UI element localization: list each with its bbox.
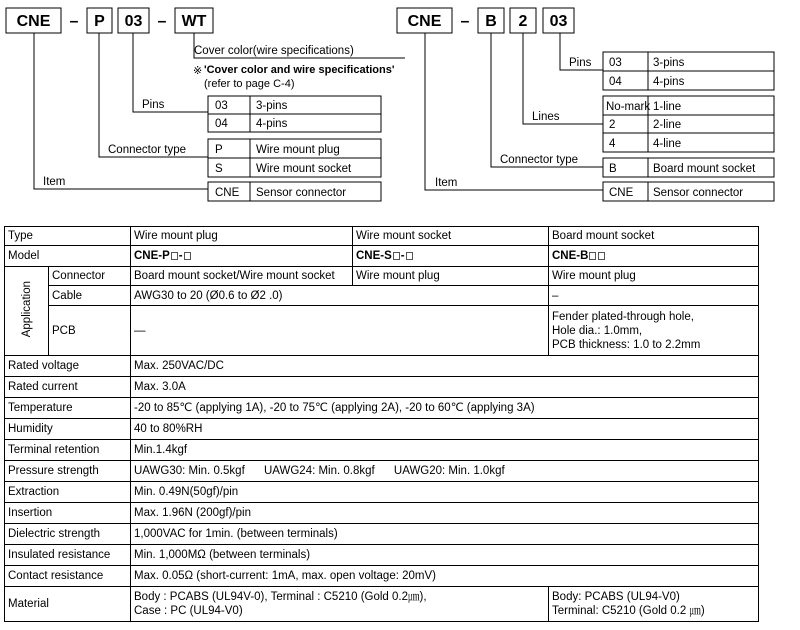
right-code-item: CNE [407,13,442,30]
spec-row [5,545,759,566]
cable-value: AWG30 to 20 (Ø0.6 to Ø2 .0) [131,286,549,306]
left-type-label: Connector type [108,144,186,156]
model-plug: CNE-P - [131,246,353,267]
right-lines-code-2: 2 [609,119,616,131]
left-pins-table [208,96,381,132]
cable-board-socket: – [549,286,759,306]
pcb-value: — [131,306,549,356]
left-code-cover: WT [181,13,207,30]
connector-plug: Board mount socket/Wire mount socket [131,267,353,286]
left-pins-code-2: 04 [215,118,228,130]
model-label: Model [5,246,131,267]
spec-value: Min. 0.49N(50gf)/pin [131,482,759,503]
pcb-board-socket [549,306,759,356]
right-type-label: Connector type [500,154,578,166]
connector-row [5,267,759,286]
spec-row [5,461,759,482]
left-type-desc-1: Wire mount plug [256,144,340,156]
connector-board-socket: Wire mount plug [549,267,759,286]
material-row [5,587,759,622]
spec-value: Min. 1,000MΩ (between terminals) [131,545,759,566]
material-board-line-2: Terminal: C5210 (Gold 0.2 ㎛) [552,605,705,617]
spec-label: Terminal retention [5,440,131,461]
left-code-pins: 03 [124,13,143,30]
spec-label: Pressure strength [5,461,131,482]
pcb-row [5,306,759,356]
spec-value: 1,000VAC for 1min. (between terminals) [131,524,759,545]
spec-label: Extraction [5,482,131,503]
connector-socket: Wire mount plug [353,267,549,286]
right-pins-desc-1: 3-pins [653,57,685,69]
application-label: Application [20,280,33,338]
pcb-line-3: PCB thickness: 1.0 to 2.2mm [552,338,701,351]
spec-value: 40 to 80%RH [131,419,759,440]
left-type-code-1: P [215,144,223,156]
material-label: Material [5,587,131,622]
left-item-desc: Sensor connector [256,187,347,199]
right-lines-label: Lines [532,111,560,123]
spec-value: Min.1.4kgf [131,440,759,461]
specification-table [4,226,759,622]
right-pins-code-1: 03 [609,57,622,69]
right-code-type: B [485,13,497,30]
right-pins-table [603,52,774,90]
ordering-code-diagram [0,0,800,206]
pcb-label: PCB [49,306,131,356]
right-item-desc: Sensor connector [653,187,744,199]
cable-label: Cable [49,286,131,306]
placeholder-square-icon [406,252,413,260]
placeholder-square-icon [589,252,596,260]
spec-label: Insertion [5,503,131,524]
right-item-label: Item [435,177,458,189]
type-row [5,227,759,246]
spec-row [5,398,759,419]
spec-label: Contact resistance [5,566,131,587]
left-type-desc-2: Wire mount socket [256,163,352,175]
placeholder-square-icon [184,252,191,260]
left-code-type: P [94,13,105,30]
right-code-lines: 2 [518,13,528,30]
spec-label: Temperature [5,398,131,419]
spec-label: Insulated resistance [5,545,131,566]
model-socket: CNE-S - [353,246,549,267]
model-row [5,246,759,267]
spec-row [5,482,759,503]
left-pins-code-1: 03 [215,100,228,112]
cable-row [5,286,759,306]
spec-row [5,356,759,377]
material-board-socket [549,587,759,622]
left-code-dash-2: – [157,13,167,30]
right-code-pins: 03 [549,13,568,30]
spec-value: -20 to 85℃ (applying 1A), -20 to 75℃ (applying 2A), -20 to 60℃ (applying 3A) [131,398,759,419]
spec-value: Max. 1.96N (200gf)/pin [131,503,759,524]
left-pins-desc-1: 3-pins [256,100,288,112]
model-board-socket: CNE-B [549,246,759,267]
cover-note-ref: (refer to page C-4) [204,78,295,90]
material-board-line-1: Body: PCABS (UL94-V0) [552,591,680,603]
left-type-code-2: S [215,163,223,175]
right-code-dash: – [460,13,470,30]
right-lines-desc-2: 2-line [653,119,682,131]
left-code-item: CNE [16,13,51,30]
placeholder-square-icon [171,252,178,260]
application-cell [5,267,49,356]
spec-row [5,440,759,461]
spec-row [5,377,759,398]
connector-label: Connector [49,267,131,286]
spec-row [5,566,759,587]
material-line-2: Case : PC (UL94-V0) [134,605,243,617]
spec-label: Dielectric strength [5,524,131,545]
right-pins-code-2: 04 [609,76,622,88]
type-board-socket: Board mount socket [549,227,759,246]
material-line-1: Body : PCABS (UL94V-0), Terminal : C5210 (Gold 0.2㎛), [134,591,427,603]
right-type-code: B [609,163,617,175]
material-plug-socket [131,587,549,622]
spec-row [5,524,759,545]
pcb-line-2: Hole dia.: 1.0mm, [552,324,643,337]
right-lines-desc-1: 1-line [653,101,682,113]
right-item-code: CNE [609,187,634,199]
spec-label: Humidity [5,419,131,440]
right-type-desc: Board mount socket [653,163,756,175]
placeholder-square-icon [598,252,605,260]
left-item-code: CNE [215,187,240,199]
pcb-line-1: Fender plated-through hole, [552,310,694,323]
spec-label: Rated voltage [5,356,131,377]
cover-note: 'Cover color and wire specifications' [204,64,395,76]
right-pins-label: Pins [569,57,592,69]
right-lines-desc-3: 4-line [653,138,682,150]
spec-value: Max. 3.0A [131,377,759,398]
spec-value: UAWG30: Min. 0.5kgf UAWG24: Min. 0.8kgf UAWG20: Min. 1.0kgf [131,461,759,482]
cover-color-label: Cover color(wire specifications) [194,45,354,57]
left-item-label: Item [43,176,66,188]
spec-value: Max. 250VAC/DC [131,356,759,377]
left-pins-label: Pins [142,99,165,111]
right-lines-code-1: No-mark [606,101,651,113]
right-pins-desc-2: 4-pins [653,76,685,88]
type-socket: Wire mount socket [353,227,549,246]
cover-note-symbol: ※ [193,65,203,77]
right-lines-code-3: 4 [609,138,616,150]
spec-row [5,503,759,524]
spec-label: Rated current [5,377,131,398]
type-plug: Wire mount plug [131,227,353,246]
placeholder-square-icon [393,252,400,260]
type-label: Type [5,227,131,246]
spec-row [5,419,759,440]
spec-value: Max. 0.05Ω (short-current: 1mA, max. open voltage: 20mV) [131,566,759,587]
left-code-dash-1: – [69,13,79,30]
left-pins-desc-2: 4-pins [256,118,288,130]
